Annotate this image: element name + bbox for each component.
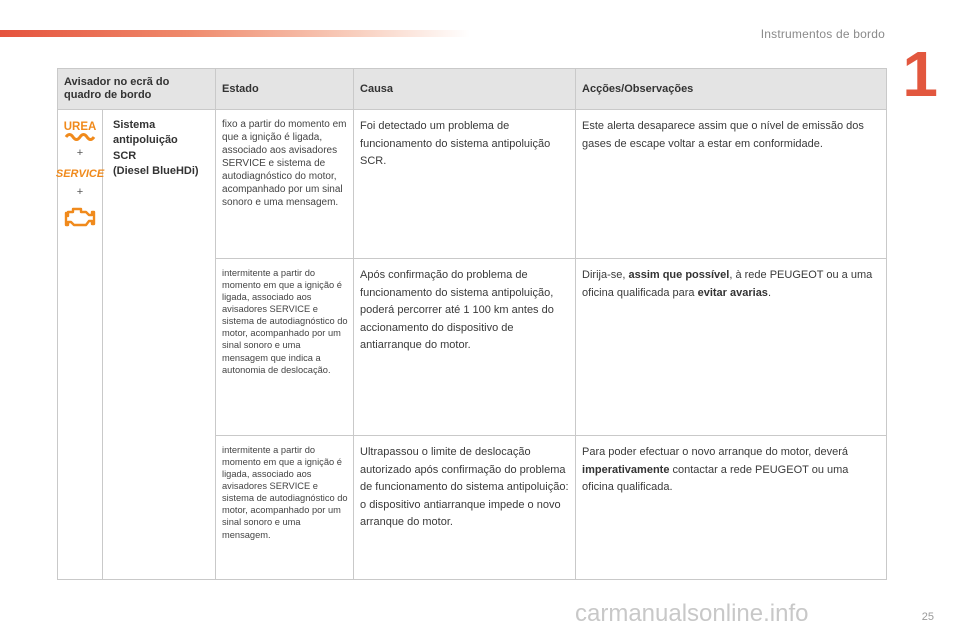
table-header-row bbox=[58, 69, 887, 110]
indicator-icons-cell bbox=[55, 110, 105, 580]
actions-text: Para poder efectuar o novo arranque do motor, deverá bbox=[582, 446, 849, 458]
plus-sign: + bbox=[76, 147, 84, 159]
column-header-state: Estado bbox=[216, 69, 354, 110]
actions-emphasis: imperativamente bbox=[582, 463, 670, 476]
page-number: 25 bbox=[921, 611, 934, 623]
column-header-cause: Causa bbox=[354, 69, 576, 110]
actions-cell bbox=[576, 259, 887, 436]
actions-text: Dirija-se, bbox=[582, 269, 629, 281]
actions-emphasis: evitar avarias bbox=[697, 286, 768, 299]
actions-text: contactar a rede PEUGEOT ou uma oficina qualificada. bbox=[582, 463, 849, 494]
indicator-name-line: antipoluição bbox=[113, 134, 178, 147]
header-accent-bar bbox=[0, 30, 470, 37]
actions-text: . bbox=[767, 286, 771, 299]
state-cell: intermitente a partir do momento em que a ignição é ligada, associado aos avisadores SERVICE e sistema de autodiagnóstico do motor, acompanhado por um sinal sonoro e uma mensagem que indica a autonomia de deslocação. bbox=[216, 259, 354, 436]
service-warning-icon bbox=[55, 165, 105, 181]
column-header-indicator: Avisador no ecrã do quadro de bordo bbox=[58, 69, 216, 110]
indicator-name-cell bbox=[103, 110, 216, 580]
section-title: Instrumentos de bordo bbox=[760, 27, 885, 41]
plus-sign: + bbox=[76, 186, 84, 198]
svg-text:SERVICE: SERVICE bbox=[55, 168, 105, 180]
urea-warning-icon bbox=[63, 118, 97, 142]
table-row bbox=[58, 110, 887, 259]
cause-cell: Foi detectado um problema de funcionamento do sistema antipoluição SCR. bbox=[354, 110, 576, 259]
warning-lights-table bbox=[57, 68, 887, 580]
actions-emphasis: assim que possível bbox=[628, 269, 730, 281]
svg-text:UREA: UREA bbox=[63, 121, 97, 133]
cause-cell: Após confirmação do problema de funcionamento do sistema antipoluição, poderá percorrer até 1 100 km antes do accionamento do dispositivo de antiarranque do motor. bbox=[354, 259, 576, 436]
state-cell: fixo a partir do momento em que a ignição é ligada, associado aos avisadores SERVICE e sistema de autodiagnóstico do motor, acompanhado por um sinal sonoro e uma mensagem. bbox=[216, 110, 354, 259]
column-header-actions: Acções/Observações bbox=[576, 69, 887, 110]
watermark-text: carmanualsonline.info bbox=[575, 600, 809, 627]
chapter-number: 1 bbox=[902, 38, 938, 110]
indicator-name-line: (Diesel BlueHDi) bbox=[113, 165, 199, 178]
engine-check-icon bbox=[62, 204, 98, 230]
indicator-name-line: Sistema bbox=[113, 119, 156, 131]
actions-text: , à rede PEUGEOT ou a uma oficina qualificada para bbox=[582, 269, 873, 299]
actions-cell: Este alerta desaparece assim que o nível de emissão dos gases de escape voltar a estar em conformidade. bbox=[576, 110, 887, 259]
indicator-name-line: SCR bbox=[113, 149, 137, 162]
cause-cell: Ultrapassou o limite de deslocação autorizado após confirmação do problema de funcionamento do sistema antipoluição: o dispositivo antiarranque impede o novo arranque do motor. bbox=[354, 436, 576, 580]
state-cell: intermitente a partir do momento em que a ignição é ligada, associado aos avisadores SERVICE e sistema de autodiagnóstico do motor, acompanhado por um sinal sonoro e uma mensagem. bbox=[216, 436, 354, 580]
actions-cell bbox=[576, 436, 887, 580]
